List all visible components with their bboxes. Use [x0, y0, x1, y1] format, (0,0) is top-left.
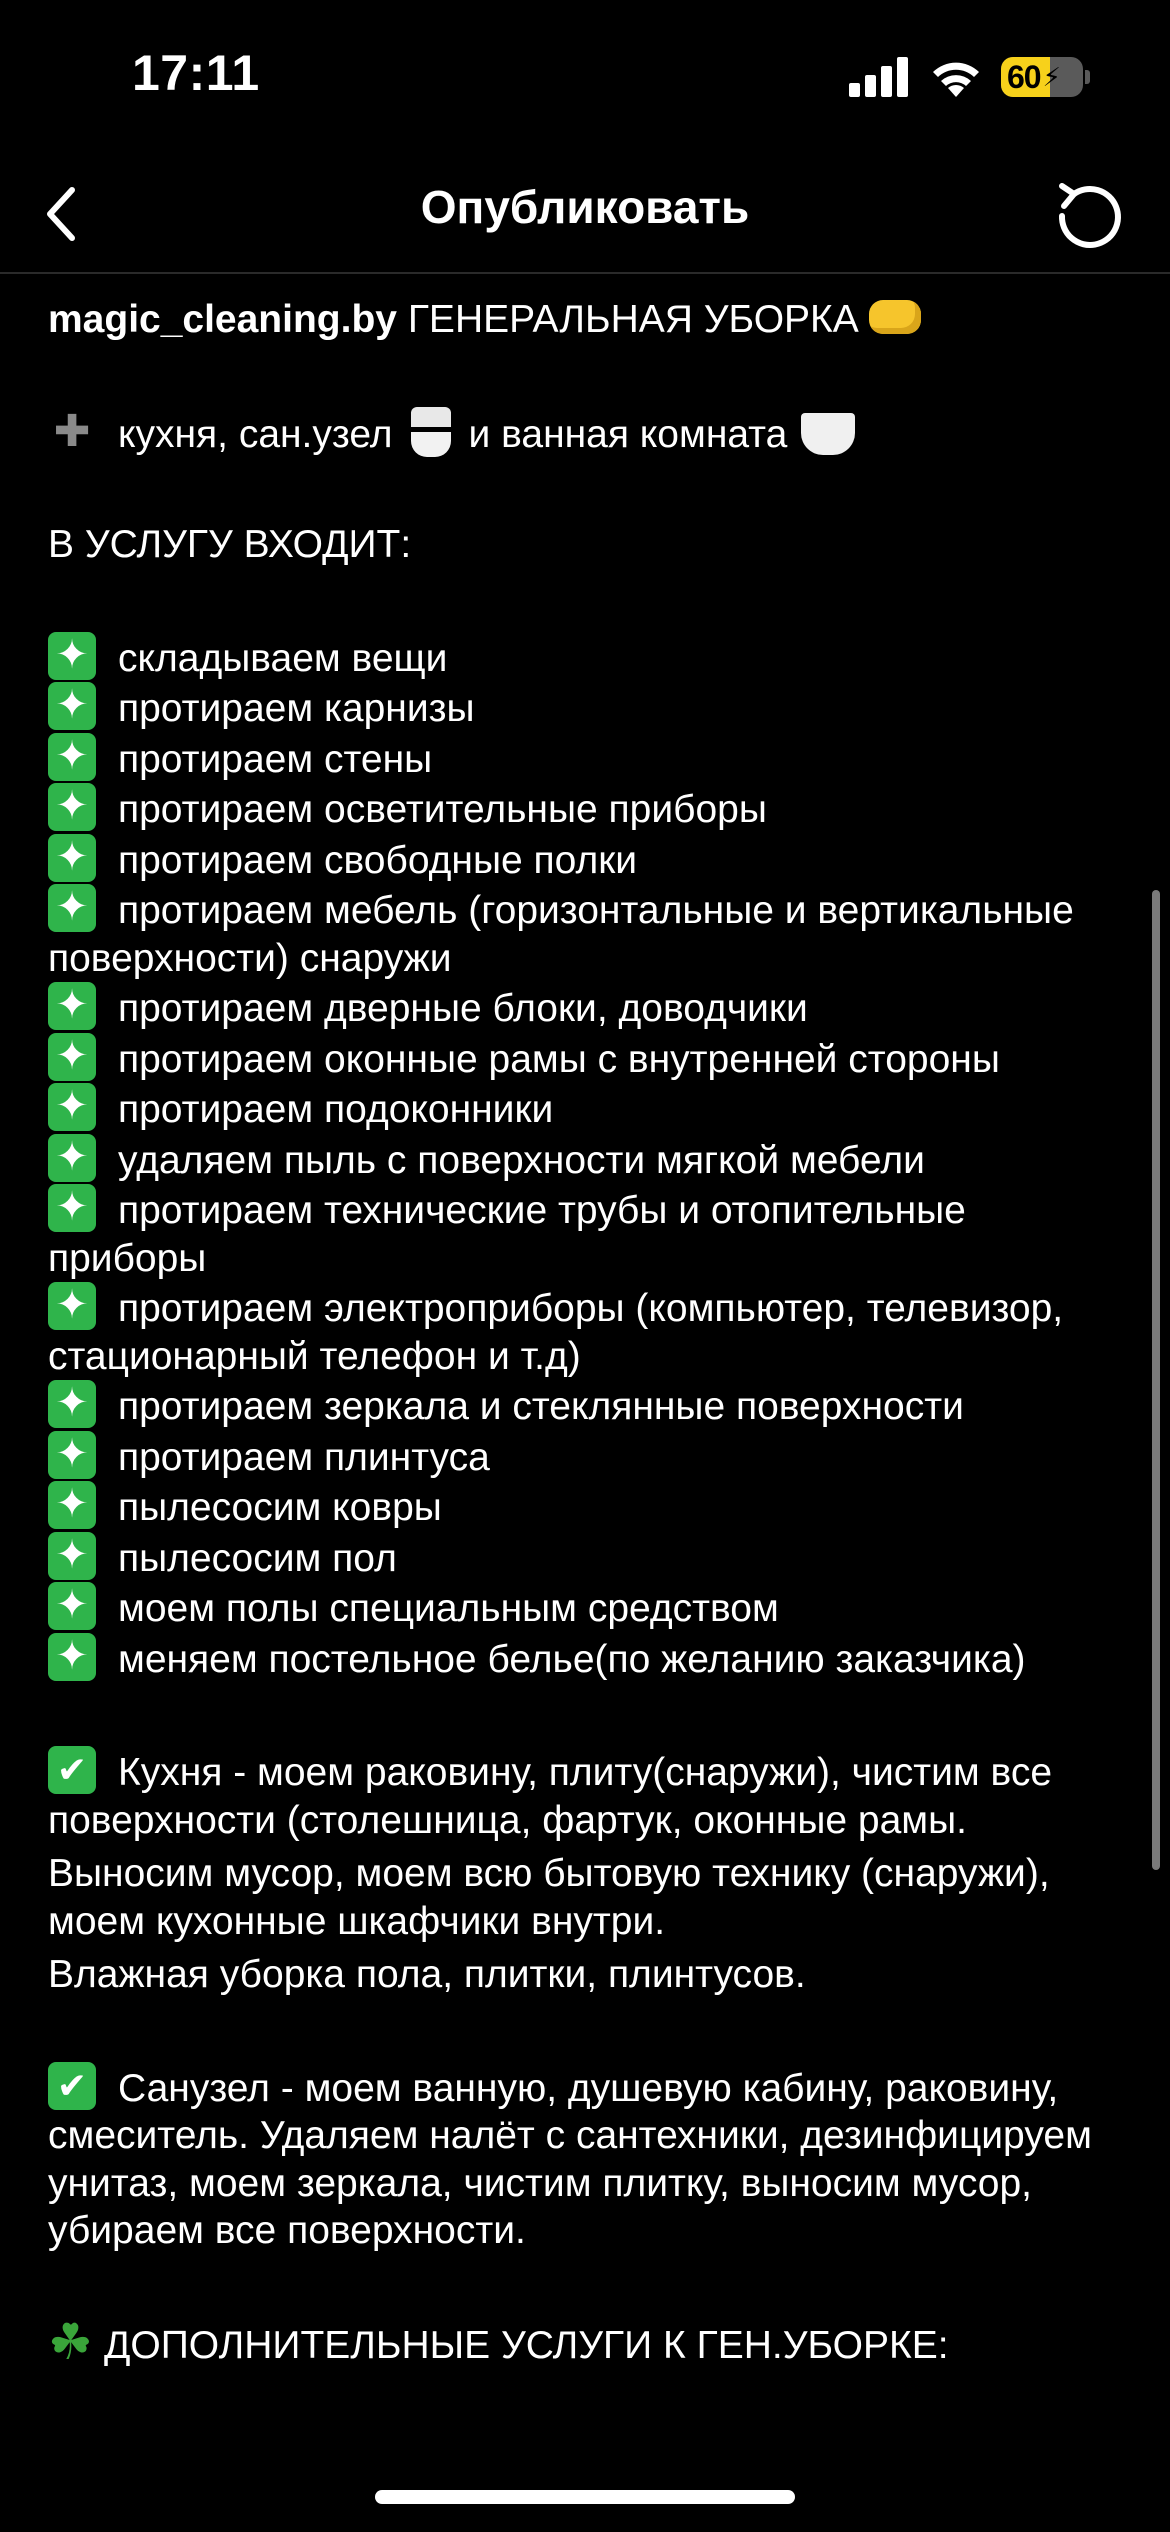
bathroom-text: Санузел - моем ванную, душевую кабину, раковину, смеситель. Удаляем налёт с сантехники, дезинфицируем унитаз, моем зеркала, чистим плитку, выносим мусор, убираем все поверхности.: [48, 2066, 1092, 2252]
sparkle-icon: [48, 834, 96, 882]
kitchen-text: Кухня - моем раковину, плиту(снаружи), чистим все поверхности (столешница, фартук, оконные рамы.: [48, 1751, 1053, 1842]
check-mark-icon: [48, 2062, 96, 2110]
battery-cap: [1085, 70, 1090, 84]
caption-text[interactable]: [48, 272, 1128, 2532]
list-item: [48, 1184, 1128, 1282]
list-item-text: удаляем пыль с поверхности мягкой мебели: [118, 1138, 925, 1182]
toilet-icon: [411, 407, 451, 457]
plus-icon: [48, 408, 96, 456]
battery-icon: [1001, 57, 1083, 97]
reset-icon: [1052, 178, 1124, 250]
status-icons: [849, 52, 1090, 102]
sparkle-icon: [48, 682, 96, 730]
extra-services-header: [48, 2318, 1128, 2370]
sparkle-icon: [48, 1582, 96, 1630]
blank-line: [48, 569, 1128, 632]
list-item-text: протираем мебель (горизонтальные и вертикальные поверхности) снаружи: [48, 889, 1074, 980]
blank-line: [48, 344, 1128, 407]
kitchen-text-2: Выносим мусор, моем всю бытовую технику (снаружи), моем кухонные шкафчики внутри.: [48, 1852, 1050, 1943]
list-item-text: протираем осветительные приборы: [118, 788, 767, 831]
sparkle-icon: [48, 1380, 96, 1428]
sparkle-icon: [48, 733, 96, 781]
list-item: [48, 884, 1128, 982]
list-item: [48, 1380, 1128, 1431]
status-bar: [0, 0, 1170, 150]
list-item: [48, 1633, 1128, 1684]
sparkle-icon: [48, 1282, 96, 1330]
nav-bar: [0, 150, 1170, 274]
reset-button[interactable]: [1046, 172, 1130, 256]
list-item: [48, 1282, 1128, 1380]
sparkle-icon: [48, 1481, 96, 1529]
scrollbar[interactable]: [1152, 890, 1160, 1870]
sparkle-icon: [48, 884, 96, 932]
username[interactable]: magic_cleaning.by: [48, 298, 397, 341]
service-header: В УСЛУГУ ВХОДИТ:: [48, 523, 412, 566]
blank-line: [48, 458, 1128, 521]
list-item-text: протираем плинтуса: [118, 1435, 490, 1479]
list-item: [48, 1431, 1128, 1482]
list-item-text: протираем карнизы: [118, 687, 475, 730]
wifi-icon: [929, 57, 983, 97]
blank-line: [48, 1683, 1128, 1746]
rooms-text-b: и ванная комната: [468, 412, 788, 456]
check-mark-icon: [48, 1746, 96, 1794]
blank-line: [48, 2255, 1128, 2318]
list-item: [48, 834, 1128, 885]
sparkle-icon: [48, 1083, 96, 1131]
list-item-text: протираем оконные рамы с внутренней стороны: [118, 1037, 1000, 1081]
sponge-icon: [869, 300, 921, 334]
signal-icon: [849, 57, 911, 97]
service-list: [48, 632, 1128, 1684]
caption-headline: ГЕНЕРАЛЬНАЯ УБОРКА: [407, 298, 859, 341]
extra-services-text: ДОПОЛНИТЕЛЬНЫЕ УСЛУГИ К ГЕН.УБОРКЕ:: [104, 2323, 949, 2367]
bathroom-paragraph: [48, 2062, 1128, 2255]
list-item: [48, 682, 1128, 733]
sparkle-icon: [48, 632, 96, 680]
sparkle-icon: [48, 1184, 96, 1232]
page-title: Опубликовать: [420, 181, 750, 233]
list-item-text: протираем технические трубы и отопительные приборы: [48, 1189, 966, 1280]
battery-percent: 60: [1007, 58, 1041, 95]
rooms-line: [48, 407, 1128, 459]
list-item-text: протираем зеркала и стеклянные поверхности: [118, 1385, 964, 1428]
list-item-text: протираем электроприборы (компьютер, телевизор, стационарный телефон и т.д): [48, 1287, 1064, 1378]
list-item-text: протираем дверные блоки, доводчики: [118, 987, 808, 1030]
sparkle-icon: [48, 783, 96, 831]
kitchen-text-3: Влажная уборка пола, плитки, плинтусов.: [48, 1953, 806, 1996]
list-item: [48, 1134, 1128, 1185]
list-item-text: пылесосим ковры: [118, 1486, 442, 1529]
sparkle-icon: [48, 1134, 96, 1182]
list-item: [48, 1083, 1128, 1134]
list-item: [48, 982, 1128, 1033]
list-item: [48, 1033, 1128, 1084]
sparkle-icon: [48, 1033, 96, 1081]
list-item: [48, 783, 1128, 834]
list-item-text: моем полы специальным средством: [118, 1587, 779, 1630]
list-item-text: меняем постельное белье(по желанию заказчика): [118, 1637, 1026, 1681]
sparkle-icon: [48, 1532, 96, 1580]
clover-icon: [48, 2318, 98, 2368]
rooms-text-a: кухня, сан.узел: [118, 412, 393, 456]
list-item-text: складываем вещи: [118, 636, 448, 680]
sparkle-icon: [48, 982, 96, 1030]
sparkle-icon: [48, 1633, 96, 1681]
list-item: [48, 1532, 1128, 1583]
list-item: [48, 733, 1128, 784]
list-item-text: протираем подоконники: [118, 1088, 554, 1131]
blank-line: [48, 1999, 1128, 2062]
charging-bolt-icon: ⚡: [1042, 61, 1061, 92]
list-item: [48, 632, 1128, 683]
list-item-text: пылесосим пол: [118, 1536, 397, 1580]
kitchen-paragraph: [48, 1746, 1128, 1844]
home-indicator[interactable]: [375, 2490, 795, 2504]
caption-title-line: [48, 296, 1128, 344]
list-item: [48, 1582, 1128, 1633]
status-time: 17:11: [132, 45, 260, 101]
list-item-text: протираем свободные полки: [118, 838, 638, 882]
list-item: [48, 1481, 1128, 1532]
list-item-text: протираем стены: [118, 737, 433, 781]
sparkle-icon: [48, 1431, 96, 1479]
bathtub-icon: [801, 413, 855, 455]
